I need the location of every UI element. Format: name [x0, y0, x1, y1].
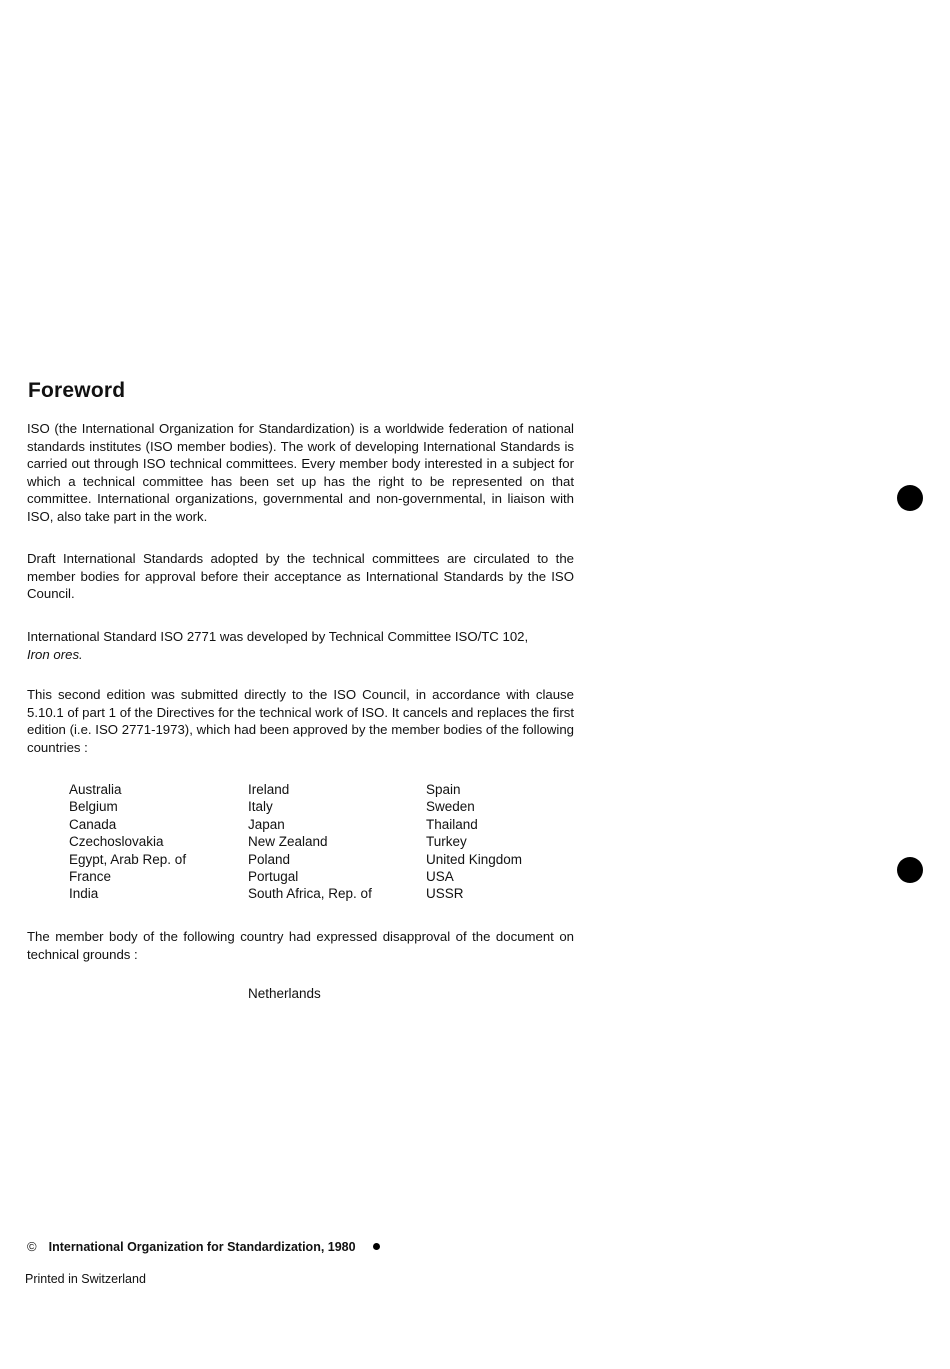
country-name: Portugal [248, 869, 299, 885]
country-column-3 [426, 781, 522, 903]
country-name: Czechoslovakia [69, 834, 164, 850]
country-name: Egypt, Arab Rep. of [69, 851, 187, 867]
committee-subject: Iron ores. [27, 646, 83, 662]
country-name: Thailand [426, 816, 478, 832]
paragraph-iso-intro: ISO (the International Organization for Standardization) is a worldwide federation of national standards institutes (ISO member bodies). The work of developing International Standards is carried out through ISO technical committees. Every member body interested in a subject for which a technical committee has been set up has the right to be represented on that committee. International organizations, governmental and non-governmental, in liaison with ISO, also take part in the work. [27, 421, 574, 524]
country-name: Poland [248, 851, 291, 867]
punch-hole-marker [897, 485, 923, 511]
paragraph-standard-origin [27, 628, 574, 663]
country-name: USSR [426, 886, 464, 902]
country-column-2 [248, 781, 372, 903]
country-name: Canada [69, 816, 117, 832]
copyright-icon: © [27, 1239, 37, 1254]
country-column-1 [69, 781, 186, 903]
origin-text: International Standard ISO 2771 was developed by Technical Committee ISO/TC 102, [27, 629, 529, 644]
country-name: USA [426, 869, 454, 885]
country-name: France [69, 869, 112, 885]
paragraph-second-edition: This second edition was submitted directly to the ISO Council, in accordance with clause 5.10.1 of part 1 of the Directives for the technical work of ISO. It cancels and replaces the first edition (i.e. ISO 2771-1973), which had been approved by the member bodies of the following countries : [27, 687, 574, 755]
copyright-text: International Organization for Standardization, 1980 [48, 1239, 356, 1254]
punch-hole-marker [897, 857, 923, 883]
page-title: Foreword [28, 379, 126, 402]
country-name: Italy [248, 799, 273, 815]
paragraph-draft-standards: Draft International Standards adopted by the technical committees are circulated to the member bodies for approval before their acceptance as International Standards by the ISO Council. [27, 551, 574, 601]
copyright-line [27, 1239, 380, 1254]
dissenting-country: Netherlands [248, 986, 321, 1001]
country-name: India [69, 886, 99, 902]
country-name: Sweden [426, 799, 475, 815]
paragraph-disapproval: The member body of the following country had expressed disapproval of the document on technical grounds : [27, 929, 574, 962]
printed-location: Printed in Switzerland [25, 1272, 146, 1286]
country-name: Ireland [248, 782, 290, 797]
country-name: United Kingdom [426, 851, 523, 867]
bullet-icon [373, 1243, 380, 1250]
country-name: South Africa, Rep. of [248, 886, 372, 902]
country-name: Turkey [426, 834, 467, 850]
country-name: Spain [426, 782, 461, 797]
country-name: Japan [248, 816, 285, 832]
country-name: New Zealand [248, 834, 328, 850]
country-name: Belgium [69, 799, 118, 815]
country-name: Australia [69, 782, 122, 797]
